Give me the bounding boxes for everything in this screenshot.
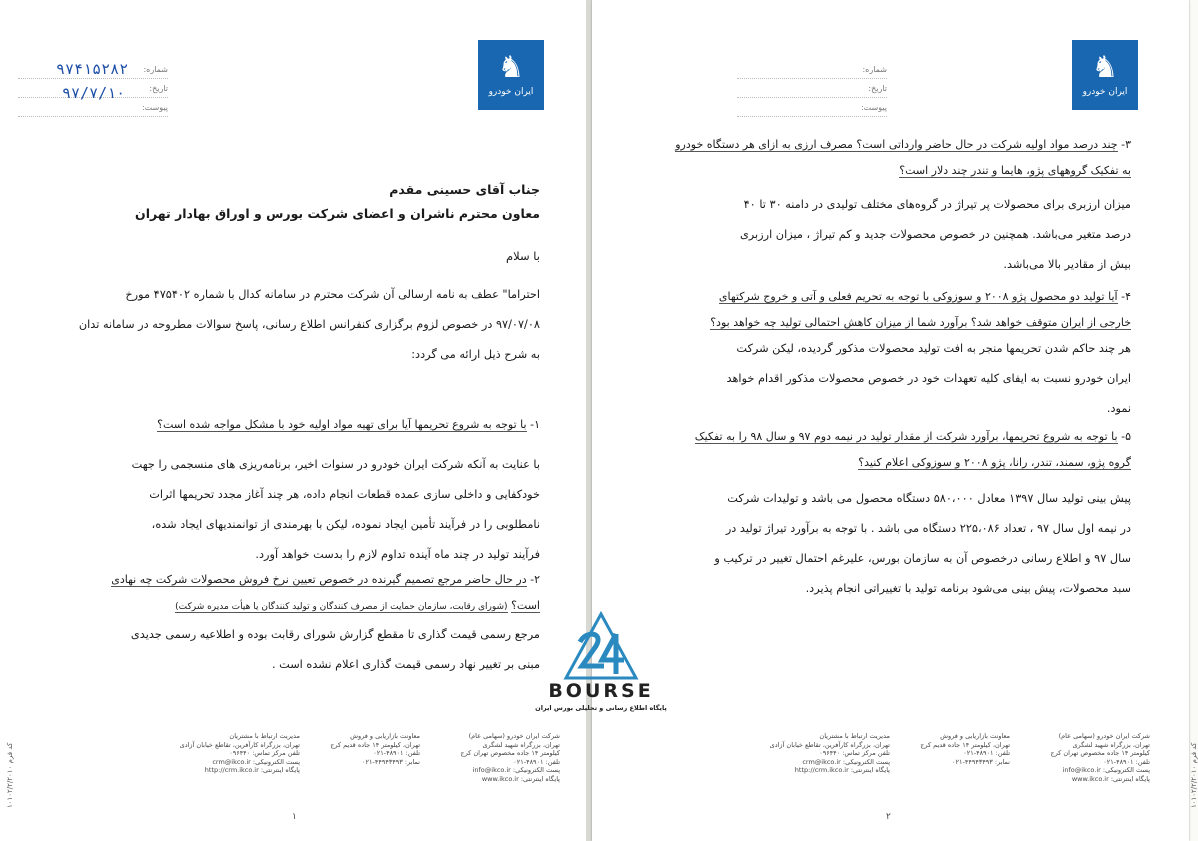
question-text: چند درصد مواد اولیه شرکت در حال حاضر وارداتی است؟ مصرف ارزی به ازای هر دستگاه خودرو bbox=[675, 138, 1118, 151]
footer-line: تلفن: ۴۸۹۰۱-۰۲۱ bbox=[963, 749, 1010, 757]
question-text: در حال حاضر مرجع تصمیم گیرنده در خصوص تعیین نرخ فروش محصولات شرکت چه نهادی bbox=[111, 573, 527, 586]
greeting: با سلام bbox=[506, 249, 540, 263]
footer-line: پایگاه اینترنتی: http://crm.ikco.ir bbox=[204, 766, 300, 774]
answer-line: نامطلوبی را در فرآیند تأمین ایجاد نموده، لیکن با بهرمندی از توانمندیهای ایجاد شده، bbox=[151, 518, 540, 531]
logo-brand-text: ایران خودرو bbox=[1082, 87, 1128, 97]
footer-line: شرکت ایران خودرو (سهامی عام) bbox=[1058, 732, 1150, 740]
answer-3 bbox=[611, 190, 1131, 280]
question-2 bbox=[30, 567, 540, 620]
answer-line: در نیمه اول سال ۹۷ ، تعداد ۲۲۵،۰۸۶ دستگاه می باشد . با توجه به برآورد تیراژ تولید در bbox=[725, 522, 1131, 535]
footer-line: تلفن مرکز تماس: ۰۹۶۴۴۰ bbox=[229, 749, 300, 757]
footer-line: پایگاه اینترنتی: www.ikco.ir bbox=[1071, 774, 1150, 783]
question-text: با توجه به شروع تحریمها آیا برای تهیه مواد اولیه خود با مشکل مواجه شده است؟ bbox=[157, 418, 527, 431]
footer-company bbox=[420, 732, 560, 783]
question-text: گروه پژو، سمند، تندر، رانا، پژو ۲۰۰۸ و سوزوکی اعلام کنید؟ bbox=[858, 456, 1131, 469]
footer-line: تلفن: ۴۸۹۰۱-۰۲۱ bbox=[1103, 757, 1150, 766]
answer-2 bbox=[30, 620, 540, 680]
footer-line: پست الکترونیکی: info@ikco.ir bbox=[472, 766, 560, 774]
answer-line: خودکفایی و داخلی سازی عمده قطعات انجام داده، هر چند آغاز مجدد تحریمها اثرات bbox=[149, 488, 540, 501]
question-1 bbox=[30, 412, 540, 438]
question-number: ۵- bbox=[1121, 430, 1131, 443]
attachment-label: پیوست: bbox=[857, 103, 887, 112]
intro-line: ۹۷/۰۷/۰۸ در خصوص لزوم برگزاری کنفرانس اطلاع رسانی، پاسخ سوالات مطروحه در سامانه تدان bbox=[78, 318, 540, 331]
footer-line: تلفن: ۴۸۹۰۱-۰۲۱ bbox=[373, 749, 420, 757]
footer-line: تهران، بزرگراه کارآفرین، تقاطع خیابان آزادی bbox=[769, 740, 890, 749]
handwritten-number: ۹۷۴۱۵۲۸۲ bbox=[56, 60, 129, 78]
page-number: ۱ bbox=[292, 812, 297, 822]
bourse24-logo-icon bbox=[564, 612, 638, 680]
answer-1 bbox=[30, 450, 540, 570]
horse-icon: ♞ bbox=[497, 50, 525, 85]
question-number: ۲- bbox=[530, 573, 540, 586]
letter-meta bbox=[737, 62, 887, 119]
question-number: ۱- bbox=[530, 418, 540, 431]
answer-line: سال ۹۷ و اطلاع رسانی درخصوص آن به سازمان بورس، علیرغم احتمال تغییر در ترکیب و bbox=[714, 552, 1131, 565]
ikco-logo bbox=[478, 40, 544, 110]
question-number: ۴- bbox=[1121, 290, 1131, 303]
number-label: شماره: bbox=[139, 65, 168, 74]
answer-line: پیش بینی تولید سال ۱۳۹۷ معادل ۵۸۰،۰۰۰ دستگاه محصول می باشد و تولیدات شرکت bbox=[727, 492, 1131, 505]
handwritten-date: ۹۷/۷/۱۰ bbox=[62, 84, 126, 102]
footer-sales bbox=[280, 732, 420, 766]
footer-line: کیلومتر ۱۴ جاده مخصوص تهران کرج bbox=[1050, 749, 1150, 757]
question-5 bbox=[611, 424, 1131, 476]
answer-line: بیش از مقادیر بالا می‌باشد. bbox=[1003, 258, 1131, 271]
footer-line: پست الکترونیکی: crm@ikco.ir bbox=[802, 757, 890, 766]
footer-line: تهران، بزرگراه شهید لشگری bbox=[1072, 740, 1150, 749]
date-label: تاریخ: bbox=[864, 84, 887, 93]
intro-paragraph bbox=[30, 280, 540, 370]
footer-line: معاونت بازاریابی و فروش bbox=[350, 732, 420, 740]
letter-footer bbox=[170, 732, 560, 822]
footer-line: کیلومتر ۱۴ جاده مخصوص تهران کرج bbox=[460, 749, 560, 757]
answer-line: میزان ارزبری برای محصولات پر تیراژ در گروه‌های مختلف تولیدی در دامنه ۳۰ تا ۴۰ bbox=[743, 198, 1131, 211]
answer-4 bbox=[611, 334, 1131, 424]
footer-line: نمابر: ۴۴۹۴۳۴۹۳-۰۲۱ bbox=[362, 757, 420, 766]
horse-icon: ♞ bbox=[1091, 50, 1119, 85]
footer-line: تهران، کیلومتر ۱۴ جاده قدیم کرج bbox=[330, 740, 420, 749]
footer-line: پایگاه اینترنتی: www.ikco.ir bbox=[481, 774, 560, 783]
footer-line: نمابر: ۴۴۹۴۳۴۹۳-۰۲۱ bbox=[952, 757, 1010, 766]
footer-line: معاونت بازاریابی و فروش bbox=[940, 732, 1010, 740]
footer-company bbox=[1010, 732, 1150, 783]
ikco-logo bbox=[1072, 40, 1138, 110]
question-text: است؟ bbox=[511, 599, 540, 612]
bourse-subtitle: پایگاه اطلاع رسانی و تحلیلی بورس ایران bbox=[535, 704, 667, 712]
intro-line: احتراما" عطف به نامه ارسالی آن شرکت محترم در سامانه کدال با شماره ۴۷۵۴۰۲ مورخ bbox=[125, 288, 540, 301]
answer-line: ایران خودرو نسبت به ایفای کلیه تعهدات خود در خصوص محصولات مذکور اقدام خواهد bbox=[726, 372, 1131, 385]
footer-line: تلفن مرکز تماس: ۰۹۶۴۴۰ bbox=[819, 749, 890, 757]
answer-line: درصد متغیر می‌باشد. همچنین در خصوص محصولات جدید و کم تیراژ ، میزان ارزبری bbox=[739, 228, 1131, 241]
question-4 bbox=[611, 284, 1131, 336]
bourse24-watermark bbox=[534, 612, 668, 724]
attachment-label: پیوست: bbox=[138, 103, 168, 112]
letter-footer bbox=[760, 732, 1150, 822]
addressee-name: جناب آقای حسینی مقدم bbox=[389, 182, 540, 197]
question-text: آیا تولید دو محصول پژو ۲۰۰۸ و سوزوکی با توجه به تحریم فعلی و آتی و خروج شرکتهای bbox=[718, 290, 1118, 303]
question-3 bbox=[611, 132, 1131, 184]
number-label: شماره: bbox=[858, 65, 887, 74]
answer-line: فرآیند تولید در چند ماه آینده تداوم لازم را بدست خواهد آورد. bbox=[255, 548, 540, 561]
answer-line: با عنایت به آنکه شرکت ایران خودرو در سنوات اخیر، برنامه‌ریزی های منسجمی را جهت bbox=[131, 458, 540, 471]
date-label: تاریخ: bbox=[145, 84, 168, 93]
footer-line: تهران، بزرگراه شهید لشگری bbox=[482, 740, 560, 749]
answer-line: نمود. bbox=[1106, 402, 1131, 415]
footer-line: مدیریت ارتباط با مشتریان bbox=[229, 732, 300, 740]
footer-line: مدیریت ارتباط با مشتریان bbox=[819, 732, 890, 740]
footer-line: تهران، کیلومتر ۱۴ جاده قدیم کرج bbox=[920, 740, 1010, 749]
answer-line: مرجع رسمی قیمت گذاری تا مقطع گزارش شورای رقابت بوده و اطلاعیه رسمی جدیدی bbox=[130, 628, 540, 641]
question-text: خارجی از ایران متوقف خواهد شد؟ برآورد شما از میزان کاهش احتمالی تولید چه خواهد بود؟ bbox=[710, 316, 1131, 329]
question-number: ۳- bbox=[1121, 138, 1131, 151]
form-code: کد فرم ۱۰۱۰۲/۲/۲۰۱۰ bbox=[1190, 742, 1198, 808]
footer-line: پایگاه اینترنتی: http://crm.ikco.ir bbox=[794, 766, 890, 774]
answer-line: سبد محصولات، پیش بینی می‌شود برنامه تولید با تغییراتی انجام پذیرد. bbox=[805, 582, 1131, 595]
answer-line: هر چند حاکم شدن تحریمها منجر به افت تولید محصولات مذکور گردیده، لیکن شرکت bbox=[736, 342, 1131, 355]
footer-line: پست الکترونیکی: info@ikco.ir bbox=[1062, 766, 1150, 774]
footer-crm bbox=[160, 732, 300, 775]
question-text: به تفکیک گروههای پژو، هایما و تندر چند دلار است؟ bbox=[899, 164, 1131, 177]
footer-line: شرکت ایران خودرو (سهامی عام) bbox=[468, 732, 560, 740]
question-note: (شورای رقابت، سازمان حمایت از مصرف کنندگان و تولید کنندگان یا هیأت مدیره شرکت) bbox=[175, 602, 508, 612]
addressee-title: معاون محترم ناشران و اعضای شرکت بورس و اوراق بهادار تهران bbox=[135, 206, 540, 221]
page-number: ۲ bbox=[886, 812, 891, 822]
form-code: کد فرم ۱۰۱۰۲/۲/۲۰۱۰ bbox=[6, 742, 14, 808]
letter-page-2 bbox=[592, 0, 1198, 841]
answer-5 bbox=[611, 484, 1131, 604]
addressee bbox=[40, 178, 540, 226]
question-text: با توجه به شروع تحریمها، برآورد شرکت از مقدار تولید در نیمه دوم ۹۷ و سال ۹۸ را به تفکیک bbox=[694, 430, 1118, 443]
footer-line: تهران، بزرگراه کارآفرین، تقاطع خیابان آزادی bbox=[179, 740, 300, 749]
logo-brand-text: ایران خودرو bbox=[488, 87, 534, 97]
footer-sales bbox=[870, 732, 1010, 766]
intro-line: به شرح ذیل ارائه می گردد: bbox=[411, 348, 540, 361]
bourse-word: BOURSE bbox=[548, 680, 654, 702]
footer-crm bbox=[750, 732, 890, 775]
footer-line: تلفن: ۴۸۹۰۱-۰۲۱ bbox=[513, 757, 560, 766]
footer-line: پست الکترونیکی: crm@ikco.ir bbox=[212, 757, 300, 766]
letter-page-1 bbox=[0, 0, 586, 841]
answer-line: مبنی بر تغییر نهاد رسمی قیمت گذاری اعلام نشده است . bbox=[271, 658, 540, 671]
